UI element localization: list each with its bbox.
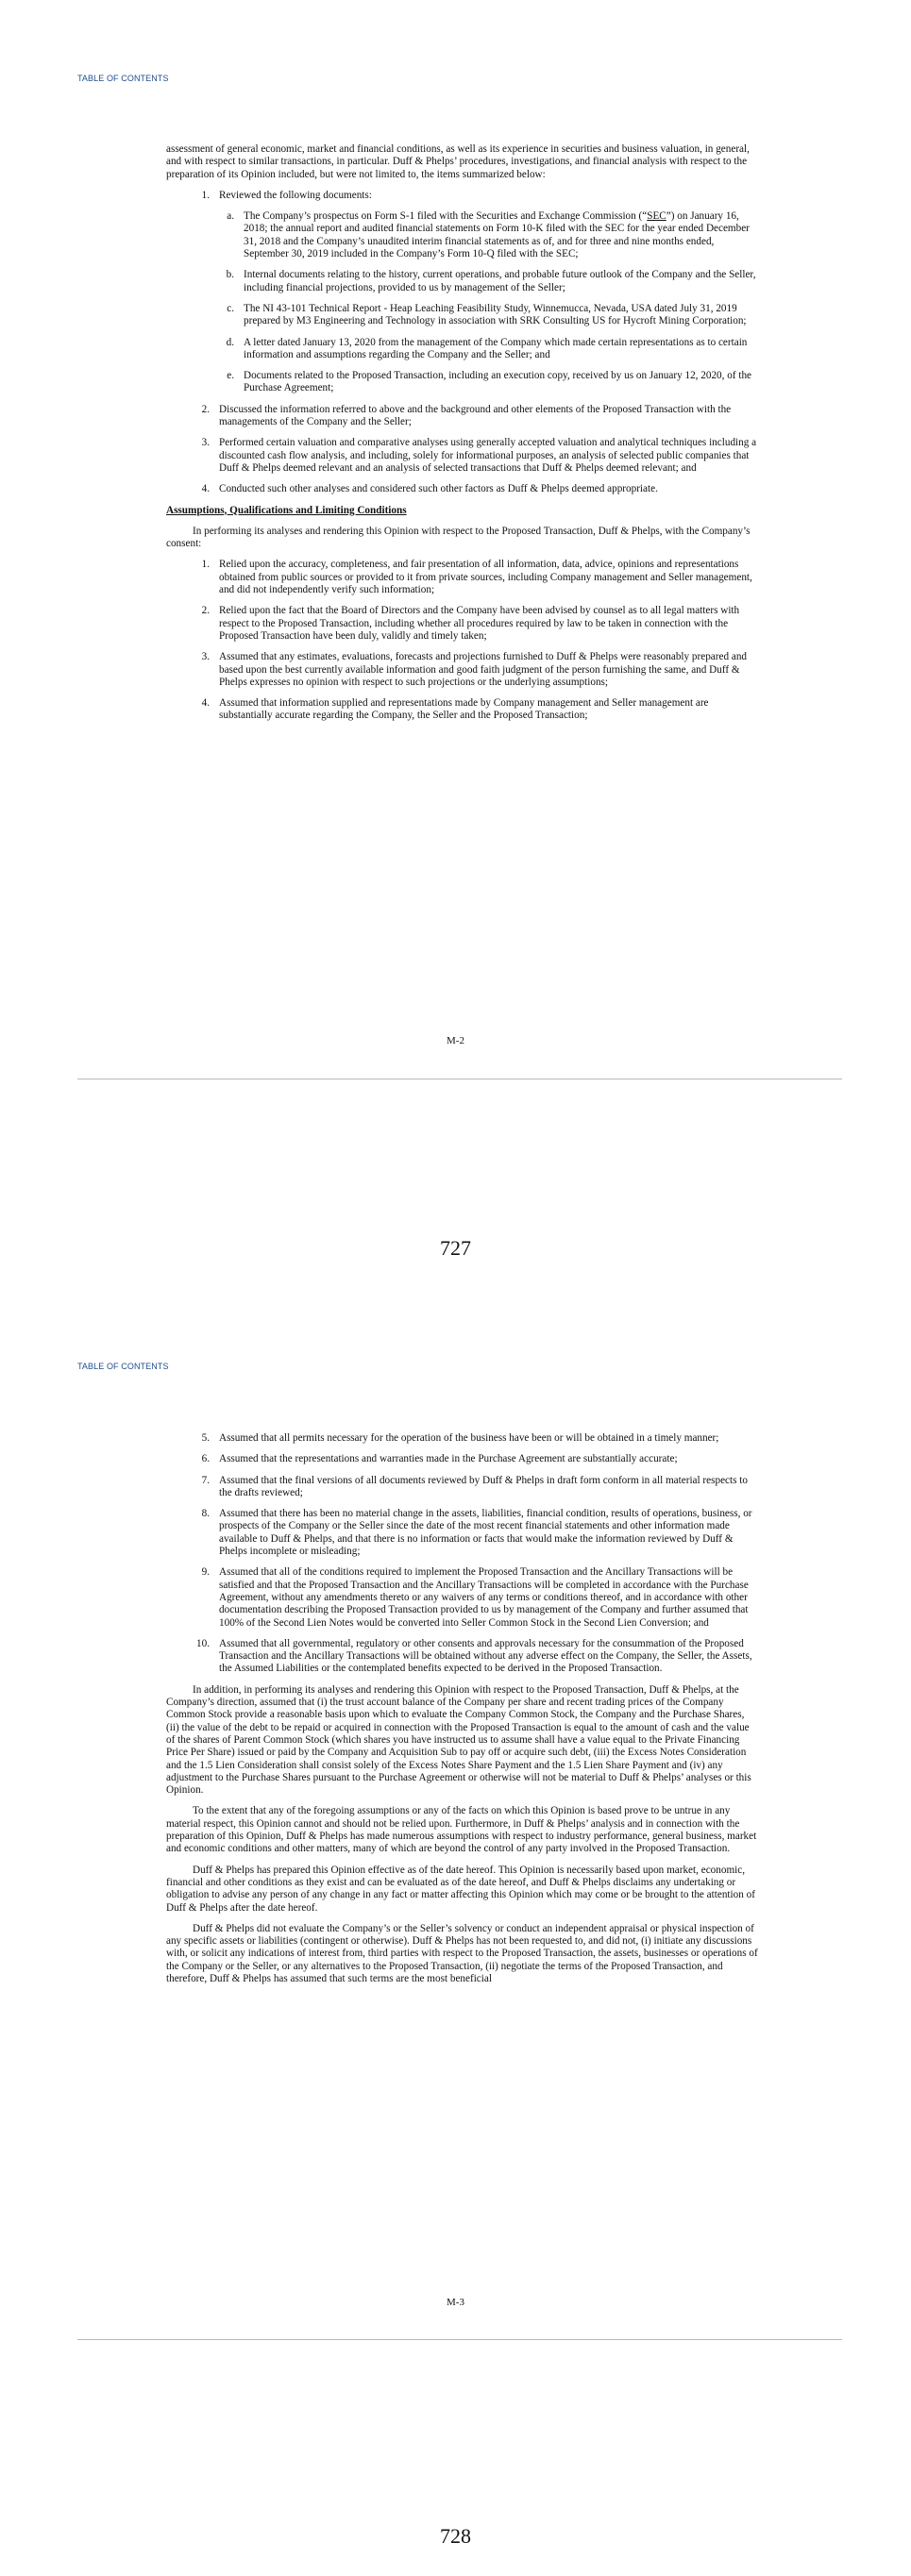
- body-paragraph: To the extent that any of the foregoing assumptions or any of the facts on which this Opinion is based prove to be untrue in any material respect, this Opinion cannot and should not be relied upon. Furthermore, in Duff & Phelps’ analysis and in connection with the preparation of this Opinion, Duff & Phelps has made numerous assumptions with respect to industry performance, general business, market and economic conditions and other matters, many of which are beyond the control of any party involved in the Proposed Transaction.: [166, 1805, 757, 1855]
- item-text: Assumed that all of the conditions required to implement the Proposed Transaction and the Ancillary Transactions will be satisfied and that the Proposed Transaction and the Ancillary Transactions will be completed in accordance with the Purchase Agreement, without any amendments thereto or any waivers of any terms or conditions thereof, and in accordance with other documentation describing the Proposed Transaction provided to us by management of the Company and further assumed that 100% of the Second Lien Notes would be converted into Seller Common Stock in the Second Lien Conversion; and: [219, 1566, 749, 1629]
- item-text: The NI 43-101 Technical Report - Heap Leaching Feasibility Study, Winnemucca, Nevada, USA dated July 31, 2019 prepared by M3 Engineering and Technology in association with SRK Consulting US for Hycroft Mining Corporation;: [244, 302, 747, 327]
- procedure-item-3: [166, 437, 759, 475]
- procedure-item-1: [166, 190, 759, 202]
- item-number: 4.: [201, 697, 210, 710]
- item-number: 2.: [201, 605, 210, 617]
- document-item-b: [166, 269, 759, 294]
- item-letter: c.: [227, 302, 234, 314]
- item-number: 9.: [201, 1566, 210, 1579]
- item-number: 3.: [201, 651, 210, 663]
- item-number: 6.: [201, 1453, 210, 1465]
- page-footer-m2: M-2: [447, 1035, 464, 1046]
- item-text: Relied upon the fact that the Board of Directors and the Company have been advised by counsel as to all legal matters with respect to the Proposed Transaction, including whether all procedures required by law to be taken in connection with the Proposed Transaction have been duly, validly and timely taken;: [219, 605, 740, 642]
- page-number-727: 727: [440, 1236, 471, 1260]
- item-text: A letter dated January 13, 2020 from the management of the Company which made certain representations as to certain information and assumptions regarding the Company and the Seller; and: [244, 336, 748, 360]
- item-text: Assumed that there has been no material change in the assets, liabilities, financial condition, results of operations, business, or prospects of the Company or the Seller since the date of the most recent financial statements and other information made available to Duff & Phelps, and that there is no information or facts that would make the information reviewed by Duff & Phelps incomplete or misleading;: [219, 1508, 752, 1558]
- body-paragraph: Duff & Phelps has prepared this Opinion effective as of the date hereof. This Opinion is necessarily based upon market, economic, financial and other conditions as they exist and can be evaluated as of the date hereof, and Duff & Phelps disclaims any undertaking or obligation to advise any person of any change in any fact or matter affecting this Opinion which may come or be brought to the attention of Duff & Phelps after the date hereof.: [166, 1864, 755, 1914]
- item-text: Documents related to the Proposed Transaction, including an execution copy, received by us on January 12, 2020, of the Purchase Agreement;: [244, 370, 752, 394]
- item-text: Assumed that the representations and warranties made in the Purchase Agreement are substantially accurate;: [219, 1453, 678, 1465]
- item-number: 1.: [201, 559, 210, 571]
- document-item-d: [166, 337, 759, 362]
- body-paragraph: Duff & Phelps did not evaluate the Company’s or the Seller’s solvency or conduct an independent appraisal or physical inspection of any specific assets or liabilities (contingent or otherwise). Duff & Phelps has not been requested to, and did not, (i) initiate any discussions with, or solicit any indications of interest from, third parties with respect to the Proposed Transaction, the assets, businesses or operations of the Company or the Seller, or any alternatives to the Proposed Transaction, (ii) negotiate the terms of the Proposed Transaction, and therefore, Duff & Phelps has assumed that such terms are the most beneficial: [166, 1922, 758, 1984]
- item-text: Internal documents relating to the history, current operations, and probable future outlook of the Company and the Seller, including financial projections, provided to us by management of the Seller;: [244, 269, 756, 293]
- item-text: Discussed the information referred to above and the background and other elements of the Proposed Transaction with the managements of the Company and the Seller;: [219, 403, 732, 428]
- text-post: ”) on January 16, 2018; the annual report and audited financial statements on Form 10-K filed with the SEC for the year ended December 31, 2018 and the Company’s unaudited interim financial statements as of, and for three and nine months ended, September 30, 2019 included in the Company’s Form 10-Q filed with the SEC;: [244, 210, 750, 260]
- assumption-item-3: [166, 651, 759, 689]
- item-number: 4.: [201, 483, 210, 495]
- item-text: Assumed that the final versions of all documents reviewed by Duff & Phelps in draft form conform in all material respects to the drafts reviewed;: [219, 1474, 748, 1498]
- page-m2-body: [166, 143, 759, 731]
- document-item-e: [166, 370, 759, 395]
- item-text: [244, 210, 759, 260]
- procedure-item-2: [166, 404, 759, 429]
- item-number: 2.: [201, 403, 210, 415]
- assumption-item-10: [166, 1638, 759, 1676]
- item-number: 8.: [201, 1508, 210, 1520]
- page-number-728: 728: [440, 2524, 471, 2548]
- document-item-a: [166, 210, 759, 260]
- assumption-item-5: [166, 1432, 759, 1445]
- assumption-item-9: [166, 1566, 759, 1629]
- consent-intro: In performing its analyses and rendering this Opinion with respect to the Proposed Transaction, Duff & Phelps, with the Company’s consent:: [166, 525, 751, 550]
- item-text: Assumed that all permits necessary for the operation of the business have been or will be obtained in a timely manner;: [219, 1432, 719, 1444]
- assumption-item-1: [166, 559, 759, 596]
- assumption-item-2: [166, 605, 759, 643]
- assumption-item-6: [166, 1453, 759, 1465]
- item-number: 7.: [201, 1474, 210, 1486]
- page-divider: [77, 2339, 842, 2340]
- assumption-item-8: [166, 1508, 759, 1558]
- page-footer-m3: M-3: [447, 2297, 464, 2308]
- intro-paragraph: assessment of general economic, market and financial conditions, as well as its experience in securities and business valuation, in general, and with respect to similar transactions, in particular. Duff & Phelps’ procedures, investigations, and financial analysis with respect to the preparation of its Opinion included, but were not limited to, the items summarized below:: [166, 143, 750, 180]
- item-text: Relied upon the accuracy, completeness, and fair presentation of all information, data, advice, opinions and representations obtained from public sources or provided to it from private sources, including Company management and Seller management, and did not independently verify such information;: [219, 559, 752, 596]
- item-letter: a.: [227, 210, 234, 223]
- body-paragraph: In addition, in performing its analyses and rendering this Opinion with respect to the Proposed Transaction, Duff & Phelps, at the Company’s direction, assumed that (i) the trust account balance of the Company per share and recent trading prices of the Company Common Stock provide a reasonable basis upon which to evaluate the Company Common Stock, the Company and the Purchase Shares, (ii) the value of the debt to be repaid or acquired in connection with the Proposed Transaction is equal to the amount of cash and the value of the shares of Parent Common Stock (which shares you have instructed us to assume shall have a value equal to the Private Financing Price Per Share) issued or paid by the Company and Acquisition Sub to pay off or acquire such debt, (iii) the Excess Notes Consideration and the 1.5 Lien Consideration shall consist solely of the Excess Notes Share Payment and the 1.5 Lien Share Payment and (iv) any adjustment to the Purchase Shares pursuant to the Purchase Agreement or otherwise will not be material to Duff & Phelps’ analyses or this Opinion.: [166, 1683, 751, 1797]
- assumption-item-4: [166, 697, 759, 723]
- item-text: Conducted such other analyses and considered such other factors as Duff & Phelps deemed appropriate.: [219, 483, 658, 495]
- table-of-contents-link[interactable]: TABLE OF CONTENTS: [77, 1362, 169, 1371]
- item-text: Assumed that information supplied and representations made by Company management and Seller management are substantially accurate regarding the Company, the Seller and the Proposed Transaction;: [219, 697, 709, 722]
- item-letter: b.: [226, 269, 234, 281]
- procedure-item-4: [166, 483, 759, 495]
- text-pre: The Company’s prospectus on Form S-1 filed with the Securities and Exchange Commission (“: [244, 210, 648, 223]
- item-letter: d.: [226, 336, 234, 348]
- item-letter: e.: [227, 370, 234, 382]
- item-number: 1.: [201, 189, 210, 201]
- item-number: 5.: [201, 1432, 210, 1444]
- table-of-contents-link[interactable]: TABLE OF CONTENTS: [77, 74, 169, 83]
- item-text: Performed certain valuation and comparative analyses using generally accepted valuation and analytical techniques including a discounted cash flow analysis, and including, solely for informational purposes, an analysis of selected public companies that Duff & Phelps deemed relevant and an analysis of selected transactions that Duff & Phelps deemed relevant; and: [219, 437, 757, 474]
- item-text: Reviewed the following documents:: [219, 189, 372, 201]
- item-number: 3.: [201, 437, 210, 449]
- item-text: Assumed that all governmental, regulatory or other consents and approvals necessary for the consummation of the Proposed Transaction and the Ancillary Transactions will be obtained without any adverse effect on the Company, the Seller, the Assets, the Assumed Liabilities or the contemplated benefits expected to be derived in the Proposed Transaction.: [219, 1637, 752, 1675]
- section-heading: Assumptions, Qualifications and Limiting Conditions: [166, 504, 407, 516]
- item-number: 10.: [196, 1637, 210, 1649]
- assumption-item-7: [166, 1475, 759, 1500]
- document-item-c: [166, 303, 759, 328]
- item-text: Assumed that any estimates, evaluations, forecasts and projections furnished to Duff & Phelps were reasonably prepared and based upon the best currently available information and good faith judgment of the person furnishing the same, and Duff & Phelps expresses no opinion with respect to such projections or the underlying assumptions;: [219, 651, 748, 688]
- sec-link[interactable]: SEC: [647, 210, 666, 223]
- page-m3-body: [166, 1432, 759, 1994]
